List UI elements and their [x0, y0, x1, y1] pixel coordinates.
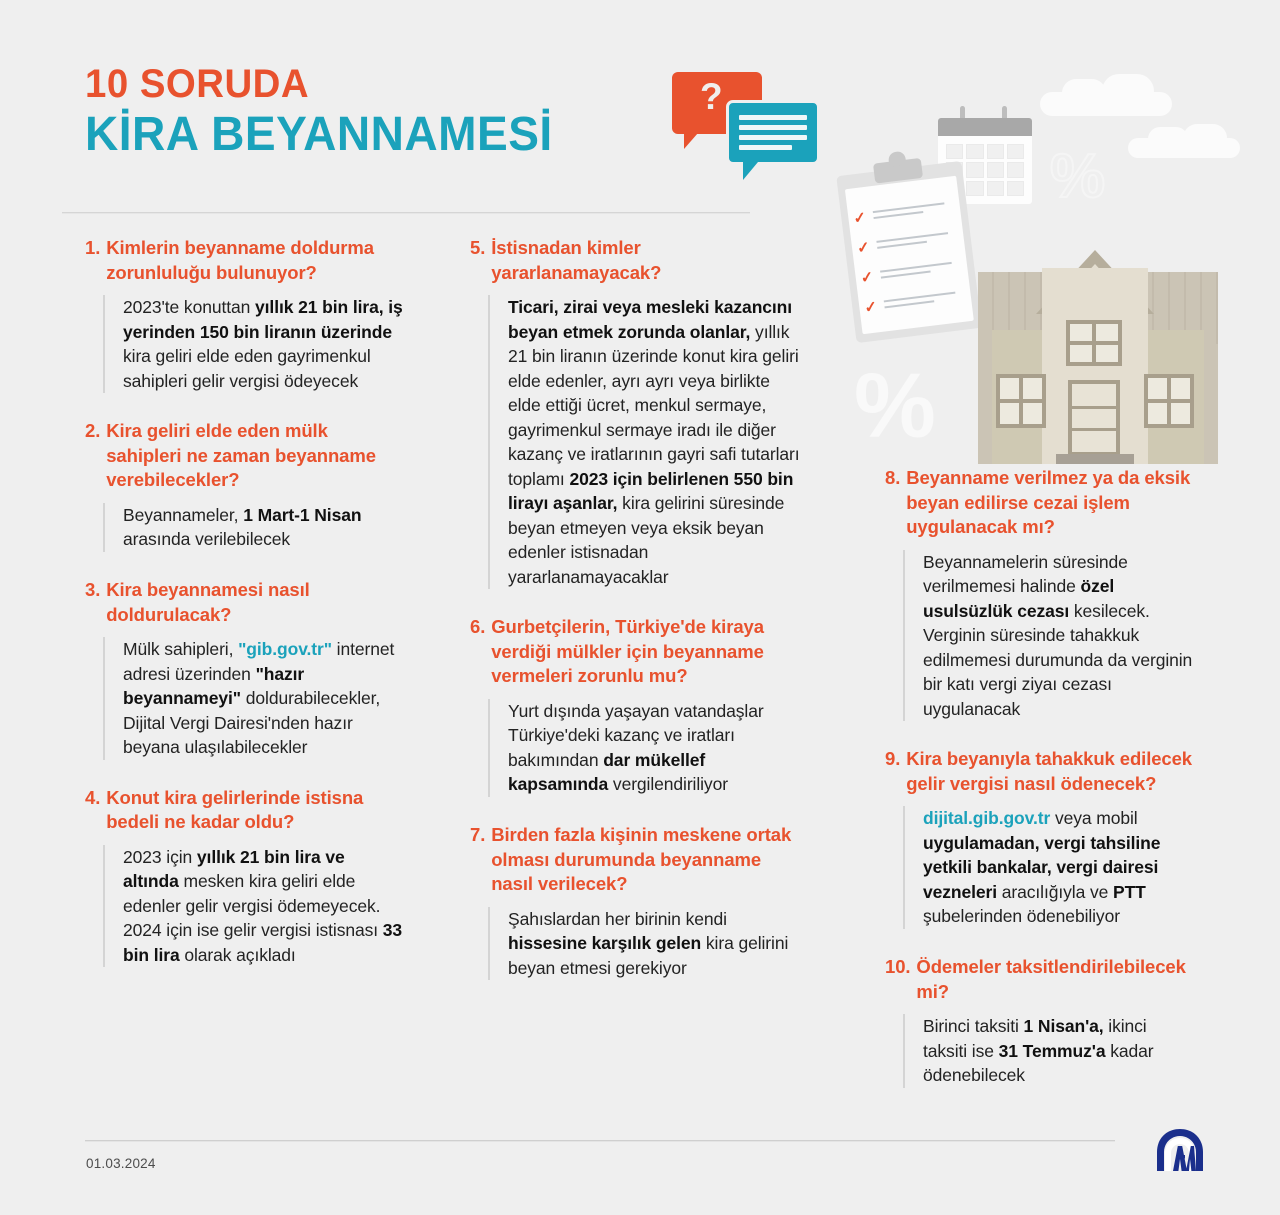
checkmark-icon: ✓: [856, 238, 871, 258]
qa-item-2: [85, 419, 405, 552]
percent-solid-icon: %: [854, 355, 936, 457]
answer-10: Birinci taksiti 1 Nisan'a, ikinci taksiti ise 31 Temmuz'a kadar ödenebilecek: [903, 1014, 1193, 1088]
qa-item-10: [885, 955, 1193, 1088]
answer-9: dijital.gib.gov.tr veya mobil uygulamadan, vergi tahsiline yetkili bankalar, vergi dairesi vezneleri aracılığıyla ve PTT şubelerinden ödenebiliyor: [903, 806, 1193, 929]
question-9: [885, 747, 1193, 796]
question-text: Beyanname verilmez ya da eksik beyan edilirse cezai işlem uygulanacak mı?: [906, 467, 1191, 538]
answer-8: Beyannamelerin süresinde verilmemesi halinde özel usulsüzlük cezası kesilecek. Verginin süresinde tahakkuk edilmemesi durumunda da verginin bir katı vergi ziyaı cezası uygulanacak: [903, 550, 1193, 722]
question-6: [470, 615, 800, 689]
qa-item-3: [85, 578, 405, 760]
question-text: İstisnadan kimler yararlanamayacak?: [491, 237, 662, 283]
question-1: [85, 236, 405, 285]
answer-7: Şahıslardan her birinin kendi hissesine karşılık gelen kira gelirini beyan etmesi gerekiyor: [488, 907, 800, 981]
answer-5: Ticari, zirai veya mesleki kazancını beyan etmek zorunda olanlar, yıllık 21 bin liranın üzerinde konut kira geliri elde edenler, ayrı ayrı veya birlikte elde ettiği ücret, menkul sermaye, gayrimenkul sermaye iradı ile diğer kazanç ve iratlarının gayri safi tutarları toplamı 2023 için belirlenen 550 bin lirayı aşanlar, kira gelirini süresinde beyan etmeyen veya eksik beyan edenler istisnadan yararlanamayacaklar: [488, 295, 800, 589]
question-number: 7.: [470, 823, 486, 845]
question-mark-glyph: ?: [700, 76, 723, 117]
title-line-2: KİRA BEYANNAMESİ: [85, 108, 553, 161]
question-number: 10.: [885, 955, 911, 977]
qa-item-8: [885, 466, 1193, 721]
house-window: [996, 374, 1046, 428]
house-icon: [978, 248, 1218, 464]
question-text: Kimlerin beyanname doldurma zorunluluğu bulunuyor?: [106, 237, 374, 283]
publish-date: 01.03.2024: [86, 1156, 156, 1171]
checkmark-icon: ✓: [859, 268, 875, 287]
calendar-cell: [966, 162, 983, 177]
question-2: [85, 419, 405, 493]
qa-item-1: [85, 236, 405, 393]
question-number: 4.: [85, 786, 101, 808]
house-roof-inner: [1048, 264, 1142, 315]
column-right: [885, 466, 1193, 1088]
question-3: [85, 578, 405, 627]
header-divider: [62, 212, 750, 214]
answer-4: 2023 için yıllık 21 bin lira ve altında mesken kira geliri elde edenler gelir vergisi ödemeyecek. 2024 için ise gelir vergisi istisnası 33 bin lira olarak açıkladı: [103, 845, 405, 968]
calendar-cell: [987, 162, 1004, 177]
aa-logo: [1152, 1126, 1208, 1174]
question-text: Kira beyannamesi nasıl doldurulacak?: [106, 578, 310, 625]
question-text: Ödemeler taksitlendirilebilecek mi?: [916, 955, 1186, 1002]
question-7: [470, 823, 800, 897]
question-10: [885, 955, 1193, 1004]
answer-2: Beyannameler, 1 Mart-1 Nisan arasında verilebilecek: [103, 503, 405, 552]
checkmark-icon: ✓: [852, 209, 868, 228]
question-8: [885, 466, 1193, 540]
calendar-cell: [1007, 181, 1024, 196]
question-number: 9.: [885, 748, 901, 770]
question-5: [470, 236, 800, 285]
question-text: Gurbetçilerin, Türkiye'de kiraya verdiği mülkler için beyanname vermeleri zorunlu mu?: [491, 616, 764, 687]
calendar-cell: [966, 181, 983, 196]
question-number: 5.: [470, 237, 486, 258]
clipboard-icon: [836, 161, 982, 343]
title-line-1: 10 SORUDA: [85, 62, 310, 106]
house-step: [1056, 454, 1134, 464]
qa-item-4: [85, 786, 405, 968]
question-number: 2.: [85, 420, 101, 442]
answer-1: 2023'te konuttan yıllık 21 bin lira, iş yerinden 150 bin liranın üzerinde kira geliri elde eden gayrimenkul sahipleri gelir vergisi ödeyecek: [103, 295, 405, 393]
calendar-cell: [1007, 162, 1024, 177]
calendar-cell: [987, 181, 1004, 196]
footer-divider: [85, 1140, 1115, 1142]
page-title: [85, 62, 1195, 162]
question-number: 1.: [85, 237, 101, 258]
qa-item-5: [470, 236, 800, 589]
question-text: Kira beyanıyla tahakkuk edilecek gelir vergisi nasıl ödenecek?: [906, 748, 1192, 794]
house-window: [1144, 374, 1194, 428]
column-middle: [470, 236, 800, 980]
question-text: Kira geliri elde eden mülk sahipleri ne zaman beyanname verebilecekler?: [106, 420, 376, 491]
answer-3: Mülk sahipleri, "gib.gov.tr" internet adresi üzerinden "hazır beyannameyi" doldurabilecekler, Dijital Vergi Dairesi'nden hazır beyana ulaşılabilecekler: [103, 637, 405, 760]
question-number: 8.: [885, 467, 901, 488]
house-door: [1068, 380, 1120, 456]
percent-outline-icon: %: [1050, 142, 1106, 211]
question-number: 6.: [470, 616, 486, 638]
checkmark-icon: ✓: [863, 298, 879, 317]
question-text: Birden fazla kişinin meskene ortak olması durumunda beyanname nasıl verilecek?: [491, 823, 792, 895]
house-window: [1066, 320, 1122, 366]
question-text: Konut kira gelirlerinde istisna bedeli ne kadar oldu?: [106, 786, 364, 833]
qa-item-6: [470, 615, 800, 797]
qa-item-9: [885, 747, 1193, 929]
question-4: [85, 786, 405, 835]
answer-6: Yurt dışında yaşayan vatandaşlar Türkiye'deki kazanç ve iratları bakımından dar mükellef kapsamında vergilendiriliyor: [488, 699, 800, 797]
question-number: 3.: [85, 578, 101, 600]
qa-item-7: [470, 823, 800, 980]
column-left: [85, 236, 405, 967]
